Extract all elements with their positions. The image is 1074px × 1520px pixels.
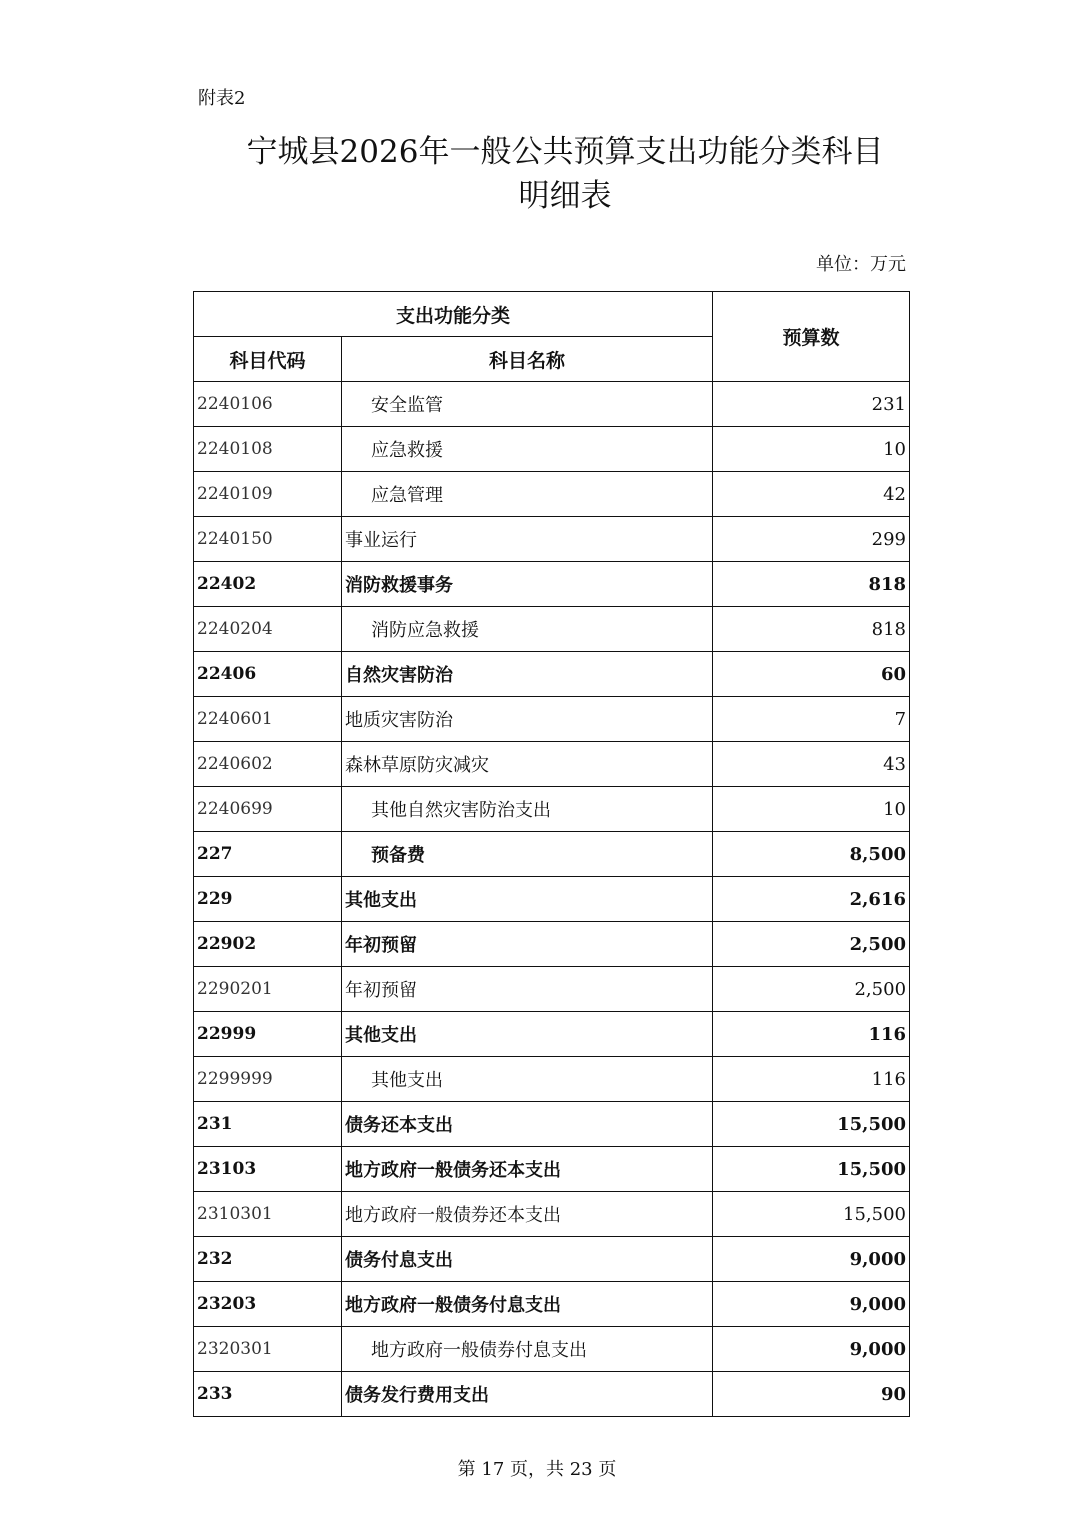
- table-row: [194, 967, 910, 1012]
- subject-code-cell: 2240602: [194, 742, 342, 787]
- header-budget-amount: 预算数: [713, 292, 910, 382]
- subject-code-cell: 2320301: [194, 1327, 342, 1372]
- header-subject-code: 科目代码: [194, 337, 342, 382]
- table-row: [194, 607, 910, 652]
- table-row: [194, 1057, 910, 1102]
- subject-name-cell: [342, 427, 713, 472]
- subject-name-cell: [342, 1012, 713, 1057]
- subject-code-cell: 232: [194, 1237, 342, 1282]
- budget-amount-cell: 8,500: [713, 832, 910, 877]
- table-row: [194, 697, 910, 742]
- subject-code-cell: 2240108: [194, 427, 342, 472]
- subject-name-cell: [342, 742, 713, 787]
- subject-name-text: 地方政府一般债务付息支出: [345, 1295, 561, 1316]
- budget-amount-cell: 2,616: [713, 877, 910, 922]
- budget-amount-cell: 15,500: [713, 1192, 910, 1237]
- budget-amount-cell: 116: [713, 1012, 910, 1057]
- budget-amount-cell: 42: [713, 472, 910, 517]
- subject-name-text: 应急管理: [371, 485, 443, 506]
- subject-name-cell: [342, 1057, 713, 1102]
- subject-code-cell: 2240150: [194, 517, 342, 562]
- subject-code-cell: 227: [194, 832, 342, 877]
- subject-name-text: 地方政府一般债券还本支出: [345, 1205, 561, 1226]
- subject-name-cell: [342, 967, 713, 1012]
- subject-name-cell: [342, 1372, 713, 1417]
- table-row: [194, 472, 910, 517]
- subject-name-cell: [342, 382, 713, 427]
- subject-name-cell: [342, 1327, 713, 1372]
- subject-name-cell: [342, 877, 713, 922]
- subject-code-cell: 231: [194, 1102, 342, 1147]
- subject-name-text: 地方政府一般债券付息支出: [371, 1340, 587, 1361]
- budget-amount-cell: 2,500: [713, 967, 910, 1012]
- budget-amount-cell: 43: [713, 742, 910, 787]
- table-row: [194, 922, 910, 967]
- subject-code-cell: 2240699: [194, 787, 342, 832]
- budget-amount-cell: 9,000: [713, 1327, 910, 1372]
- subject-name-cell: [342, 787, 713, 832]
- budget-amount-cell: 90: [713, 1372, 910, 1417]
- header-row-1: [194, 292, 910, 337]
- table-body: [194, 382, 910, 1417]
- table-row: [194, 652, 910, 697]
- subject-code-cell: 22402: [194, 562, 342, 607]
- budget-table: [193, 291, 910, 1417]
- subject-name-text: 预备费: [371, 845, 425, 866]
- subject-name-text: 债务付息支出: [345, 1250, 453, 1271]
- budget-amount-cell: 7: [713, 697, 910, 742]
- table-row: [194, 562, 910, 607]
- subject-name-text: 债务还本支出: [345, 1115, 453, 1136]
- subject-code-cell: 23203: [194, 1282, 342, 1327]
- table-row: [194, 1237, 910, 1282]
- table-row: [194, 1147, 910, 1192]
- budget-amount-cell: 9,000: [713, 1282, 910, 1327]
- subject-name-text: 其他自然灾害防治支出: [371, 800, 551, 821]
- budget-amount-cell: 2,500: [713, 922, 910, 967]
- table-row: [194, 877, 910, 922]
- subject-code-cell: 22406: [194, 652, 342, 697]
- subject-name-cell: [342, 697, 713, 742]
- subject-code-cell: 23103: [194, 1147, 342, 1192]
- subject-name-cell: [342, 1237, 713, 1282]
- subject-name-text: 自然灾害防治: [345, 665, 453, 686]
- subject-code-cell: 2299999: [194, 1057, 342, 1102]
- subject-name-text: 其他支出: [345, 890, 417, 911]
- subject-name-text: 安全监管: [371, 395, 443, 416]
- budget-amount-cell: 818: [713, 562, 910, 607]
- subject-name-text: 应急救援: [371, 440, 443, 461]
- table-row: [194, 1102, 910, 1147]
- subject-code-cell: 22999: [194, 1012, 342, 1057]
- header-subject-name: 科目名称: [342, 337, 713, 382]
- table-row: [194, 1012, 910, 1057]
- table-row: [194, 787, 910, 832]
- subject-name-text: 年初预留: [345, 980, 417, 1001]
- subject-name-text: 地质灾害防治: [345, 710, 453, 731]
- subject-name-text: 消防应急救援: [371, 620, 479, 641]
- subject-name-text: 消防救援事务: [345, 575, 453, 596]
- subject-code-cell: 2240109: [194, 472, 342, 517]
- budget-amount-cell: 116: [713, 1057, 910, 1102]
- budget-amount-cell: 10: [713, 427, 910, 472]
- table-row: [194, 832, 910, 877]
- budget-amount-cell: 9,000: [713, 1237, 910, 1282]
- subject-code-cell: 22902: [194, 922, 342, 967]
- subject-code-cell: 2240601: [194, 697, 342, 742]
- subject-code-cell: 2240106: [194, 382, 342, 427]
- subject-code-cell: 2290201: [194, 967, 342, 1012]
- subject-name-text: 地方政府一般债务还本支出: [345, 1160, 561, 1181]
- subject-code-cell: 2310301: [194, 1192, 342, 1237]
- subject-name-text: 事业运行: [345, 530, 417, 551]
- subject-name-text: 债务发行费用支出: [345, 1385, 489, 1406]
- table-row: [194, 1282, 910, 1327]
- subject-code-cell: 2240204: [194, 607, 342, 652]
- table-row: [194, 427, 910, 472]
- budget-amount-cell: 299: [713, 517, 910, 562]
- table-row: [194, 1372, 910, 1417]
- unit-label: 单位：万元: [816, 254, 906, 275]
- subject-name-cell: [342, 922, 713, 967]
- subject-name-text: 其他支出: [345, 1025, 417, 1046]
- subject-name-cell: [342, 562, 713, 607]
- table-row: [194, 742, 910, 787]
- title-line-2: 明细表: [518, 178, 612, 214]
- title-line-1: 宁城县2026年一般公共预算支出功能分类科目: [246, 134, 884, 170]
- subject-code-cell: 233: [194, 1372, 342, 1417]
- attachment-label: 附表2: [198, 88, 246, 109]
- header-function-category: 支出功能分类: [194, 292, 713, 337]
- budget-amount-cell: 15,500: [713, 1147, 910, 1192]
- table-row: [194, 1327, 910, 1372]
- subject-name-cell: [342, 652, 713, 697]
- budget-amount-cell: 60: [713, 652, 910, 697]
- subject-name-cell: [342, 832, 713, 877]
- budget-amount-cell: 818: [713, 607, 910, 652]
- page-number: 第 17 页，共 23 页: [457, 1459, 617, 1480]
- subject-code-cell: 229: [194, 877, 342, 922]
- subject-name-cell: [342, 1147, 713, 1192]
- table-row: [194, 382, 910, 427]
- table-row: [194, 1192, 910, 1237]
- subject-name-cell: [342, 1282, 713, 1327]
- subject-name-text: 其他支出: [371, 1070, 443, 1091]
- table-row: [194, 517, 910, 562]
- document-title: [0, 130, 1074, 218]
- subject-name-text: 年初预留: [345, 935, 417, 956]
- budget-amount-cell: 231: [713, 382, 910, 427]
- subject-name-cell: [342, 1102, 713, 1147]
- subject-name-cell: [342, 472, 713, 517]
- budget-amount-cell: 10: [713, 787, 910, 832]
- subject-name-cell: [342, 607, 713, 652]
- subject-name-text: 森林草原防灾减灾: [345, 755, 489, 776]
- budget-amount-cell: 15,500: [713, 1102, 910, 1147]
- subject-name-cell: [342, 1192, 713, 1237]
- subject-name-cell: [342, 517, 713, 562]
